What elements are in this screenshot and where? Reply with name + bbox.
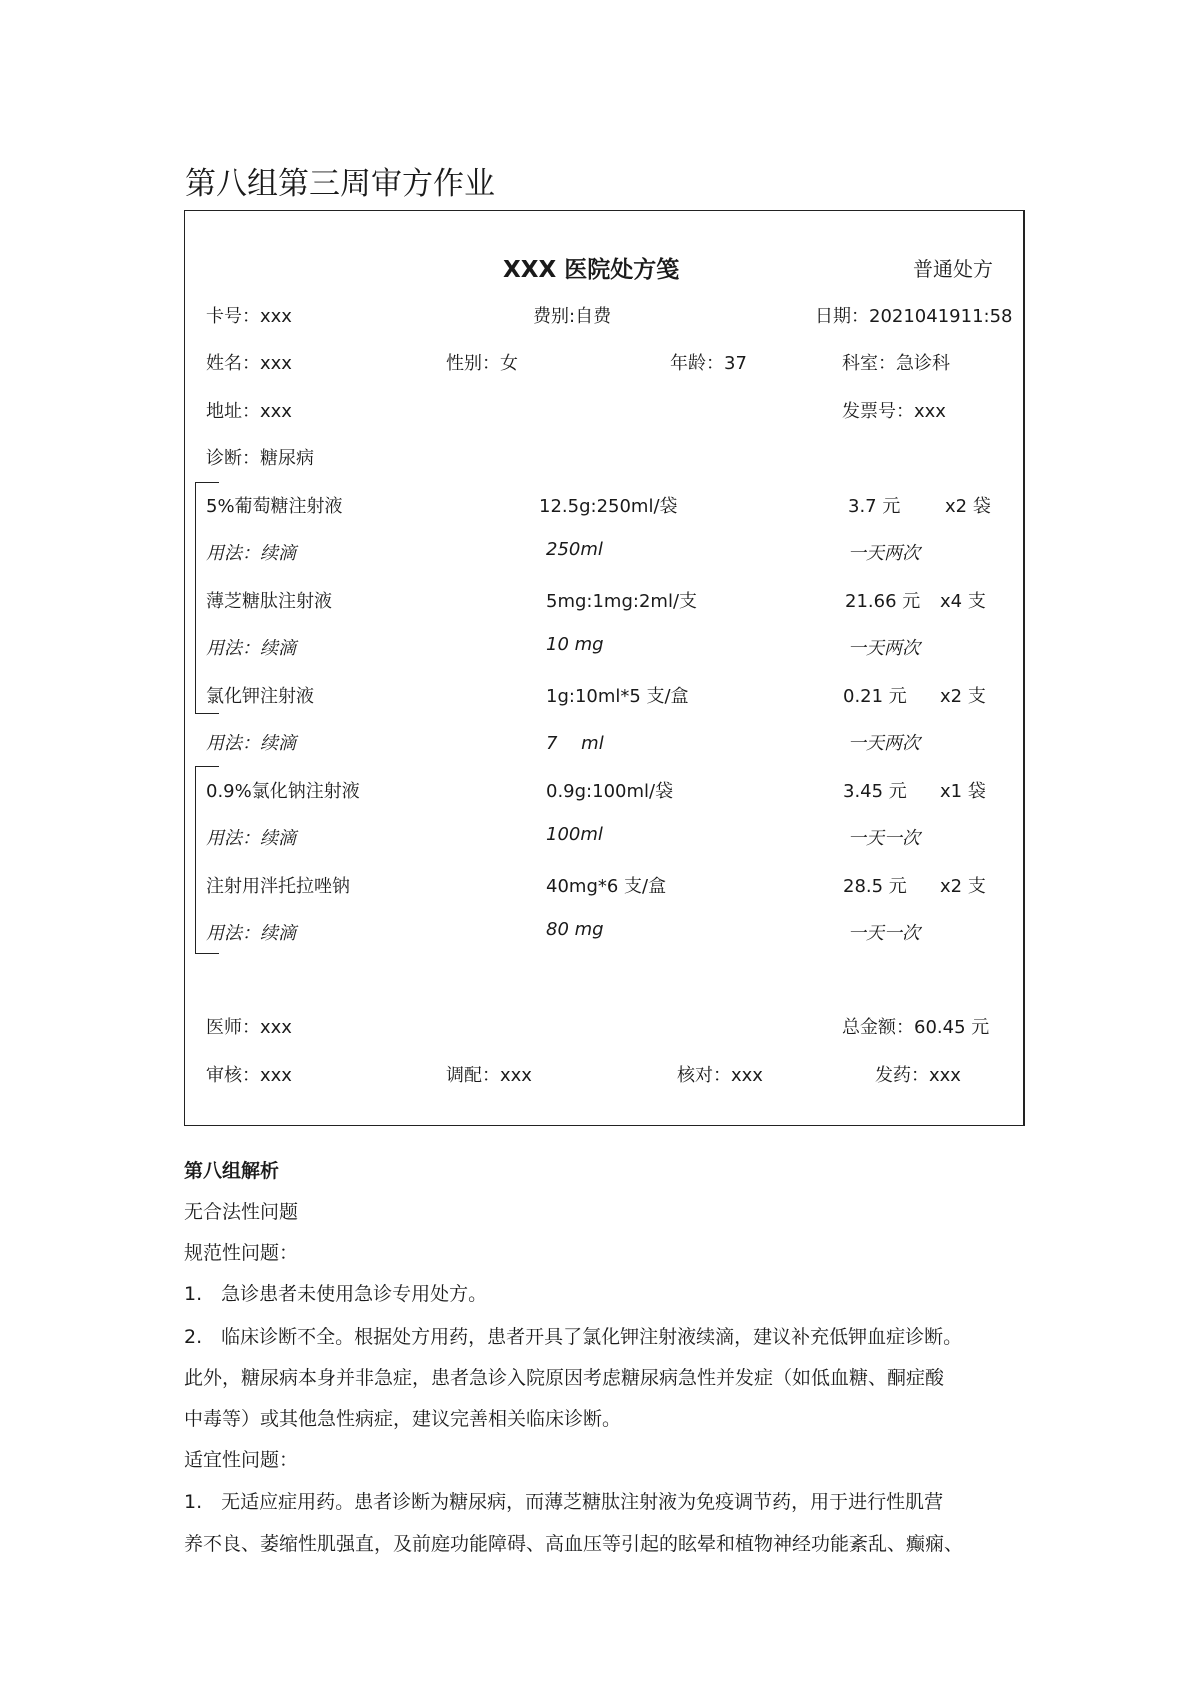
analysis-line: 适宜性问题：	[184, 1449, 299, 1471]
drug-frequency: 一天两次	[848, 543, 920, 564]
patient-age: 年龄：37	[670, 353, 747, 374]
drug-spec: 1g:10ml*5 支/盒	[546, 686, 689, 707]
drug-usage: 用法：续滴	[206, 828, 296, 849]
drug-price: 28.5 元	[843, 876, 907, 897]
invoice-number: 发票号：xxx	[842, 401, 946, 422]
drug-dose: 10 mg	[546, 634, 604, 655]
drug-name: 0.9%氯化钠注射液	[206, 781, 360, 802]
drug-spec: 40mg*6 支/盒	[546, 876, 667, 897]
drug-quantity: x2 袋	[945, 496, 991, 517]
drug-usage: 用法：续滴	[206, 923, 296, 944]
analysis-line: 2. 临床诊断不全。根据处方用药，患者开具了氯化钾注射液续滴，建议补充低钾血症诊断。	[184, 1326, 963, 1348]
drug-quantity: x2 支	[940, 876, 986, 897]
prescription-type: 普通处方	[913, 257, 993, 281]
drug-spec: 0.9g:100ml/袋	[546, 781, 674, 802]
drug-usage: 用法：续滴	[206, 543, 296, 564]
patient-gender: 性别：女	[446, 353, 518, 374]
drug-frequency: 一天一次	[848, 923, 920, 944]
department: 科室：急诊科	[842, 353, 950, 374]
analysis-line: 养不良、萎缩性肌强直，及前庭功能障碍、高血压等引起的眩晕和植物神经功能紊乱、癫痫、	[184, 1533, 964, 1555]
drug-frequency: 一天两次	[848, 733, 920, 754]
prescription-date: 日期：2021041911:58	[815, 306, 1013, 327]
analysis-heading: 第八组解析	[184, 1160, 280, 1182]
drug-name: 薄芝糖肽注射液	[206, 591, 332, 612]
analysis-line: 此外，糖尿病本身并非急症，患者急诊入院原因考虑糖尿病急性并发症（如低血糖、酮症酸	[184, 1367, 945, 1389]
drug-dose: 250ml	[546, 539, 603, 560]
card-number: 卡号：xxx	[206, 306, 292, 327]
analysis-line: 规范性问题：	[184, 1242, 299, 1264]
drug-spec: 12.5g:250ml/袋	[539, 496, 678, 517]
drug-price: 21.66 元	[845, 591, 921, 612]
analysis-line: 1. 无适应症用药。患者诊断为糖尿病，而薄芝糖肽注射液为免疫调节药，用于进行性肌营	[184, 1491, 944, 1513]
drug-frequency: 一天一次	[848, 828, 920, 849]
drug-price: 0.21 元	[843, 686, 907, 707]
drug-name: 氯化钾注射液	[206, 686, 314, 707]
issuer: 发药：xxx	[875, 1065, 961, 1086]
dispenser: 调配：xxx	[446, 1065, 532, 1086]
drug-usage: 用法：续滴	[206, 638, 296, 659]
drug-quantity: x1 袋	[940, 781, 986, 802]
patient-name: 姓名：xxx	[206, 353, 292, 374]
checker: 核对：xxx	[677, 1065, 763, 1086]
drug-dose: 80 mg	[546, 919, 604, 940]
drug-price: 3.7 元	[848, 496, 901, 517]
patient-address: 地址：xxx	[206, 401, 292, 422]
fee-type: 费别:自费	[533, 306, 612, 327]
drug-name: 5%葡萄糖注射液	[206, 496, 343, 517]
drug-dose: 7 ml	[546, 733, 604, 754]
reviewer: 审核：xxx	[206, 1065, 292, 1086]
drug-price: 3.45 元	[843, 781, 907, 802]
analysis-line: 无合法性问题	[184, 1201, 299, 1223]
prescription-title: XXX 医院处方笺	[503, 257, 680, 283]
analysis-line: 中毒等）或其他急性病症，建议完善相关临床诊断。	[184, 1408, 622, 1430]
drug-quantity: x4 支	[940, 591, 986, 612]
drug-dose: 100ml	[546, 824, 603, 845]
drug-name: 注射用泮托拉唑钠	[206, 876, 350, 897]
drug-spec: 5mg:1mg:2ml/支	[546, 591, 698, 612]
diagnosis: 诊断：糖尿病	[206, 448, 314, 469]
drug-frequency: 一天两次	[848, 638, 920, 659]
total-amount: 总金额：60.45 元	[842, 1017, 990, 1038]
drug-quantity: x2 支	[940, 686, 986, 707]
doctor: 医师：xxx	[206, 1017, 292, 1038]
page-title: 第八组第三周审方作业	[185, 166, 495, 202]
prescription-box	[184, 210, 1025, 1126]
drug-usage: 用法：续滴	[206, 733, 296, 754]
analysis-line: 1. 急诊患者未使用急诊专用处方。	[184, 1283, 488, 1305]
